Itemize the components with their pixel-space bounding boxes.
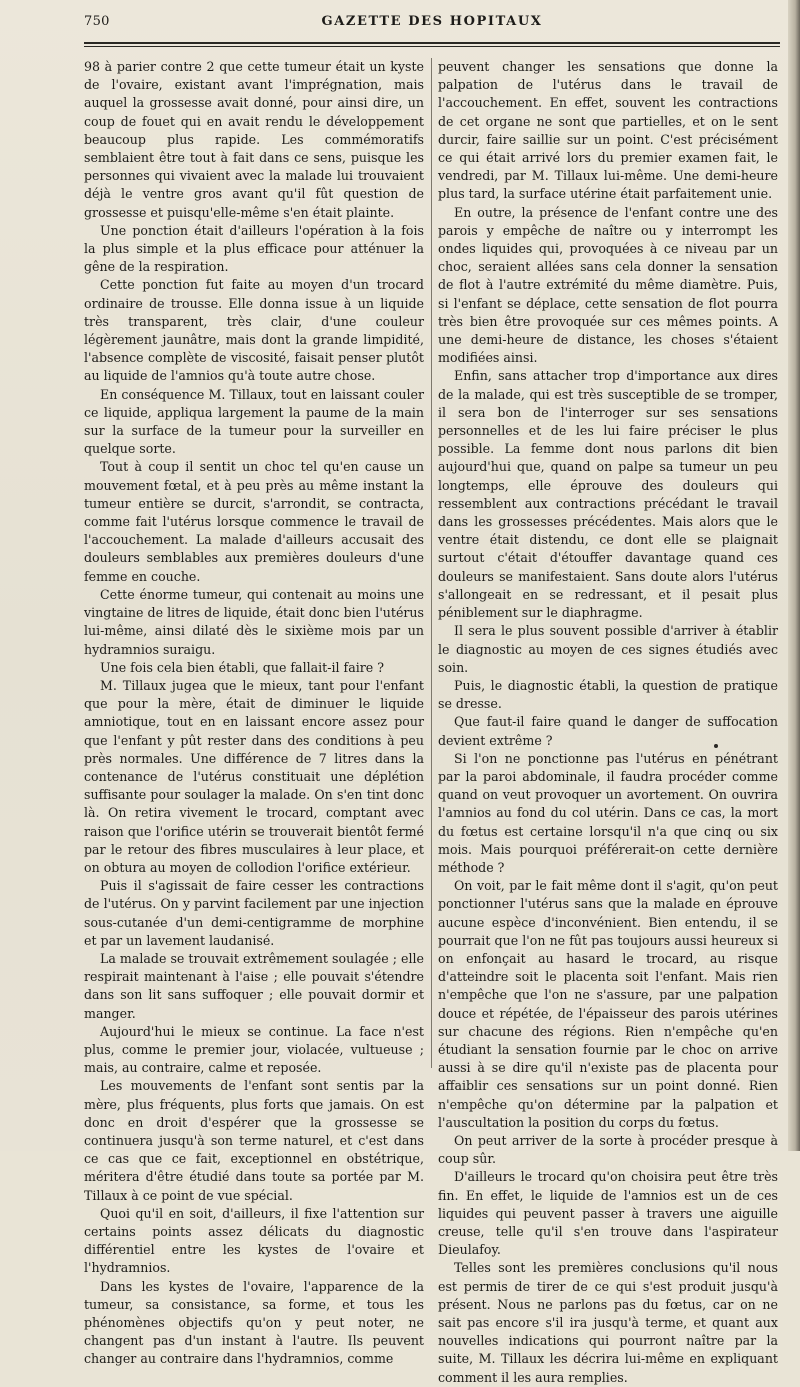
paragraph: Cette ponction fut faite au moyen d'un trocard ordinaire de trousse. Elle donna issue à un liquide très transparent, très clair, d'une couleur légèrement jaunâtre, mais dont la grande limpidité, l'absence complète de viscosité, faisait penser plutôt au liquide de l'amnios qu'à toute autre chose. — [84, 277, 424, 384]
paragraph: On voit, par le fait même dont il s'agit, qu'on peut ponctionner l'utérus sans que la malade en éprouve aucune espèce d'inconvénient. Bien entendu, il se pourrait que l'on ne fût pas toujours aussi heureux si on enfonçait au hasard le trocard, au risque d'atteindre soit le placenta soit l'enfant. Mais rien n'empêche que l'on ne s'assure, par une palpation douce et répétée, de l'épaisseur des parois utérines sur chacune des régions. Rien n'empêche qu'en étudiant la sensation fournie par le choc on arrive aussi à se dire qu'il n'existe pas de placenta pour affaiblir ces sensations sur un point donné. Rien n'empêche qu'on détermine par la palpation et l'auscultation la position du corps du fœtus. — [438, 878, 778, 1130]
ink-dot — [714, 744, 718, 748]
paragraph: Puis, le diagnostic établi, la question de pratique se dresse. — [438, 677, 778, 712]
paragraph: Aujourd'hui le mieux se continue. La face n'est plus, comme le premier jour, violacée, vultueuse ; mais, au contraire, calme et reposée. — [84, 1023, 424, 1076]
page-number: 750 — [84, 14, 110, 29]
paragraph: Puis il s'agissait de faire cesser les contractions de l'utérus. On y parvint facilement par une injection sous-cutanée d'un demi-centigramme de morphine et par un lavement laudanisé. — [84, 878, 424, 948]
left-column — [84, 58, 424, 1367]
paragraph: La malade se trouvait extrêmement soulagée ; elle respirait maintenant à l'aise ; elle pouvait s'étendre dans son lit sans suffoquer ; elle pouvait dormir et manger. — [84, 950, 424, 1021]
paragraph: Tout à coup il sentit un choc tel qu'en cause un mouvement fœtal, et à peu près au même instant la tumeur entière se durcit, s'arrondit, se contracta, comme fait l'utérus lorsque commence le travail de l'accouchement. La malade d'ailleurs accusait des douleurs semblables aux premières douleurs d'une femme en couche. — [84, 459, 424, 584]
paragraph: On peut arriver de la sorte à procéder presque à coup sûr. — [438, 1132, 778, 1167]
page-edge-shadow — [788, 0, 800, 1151]
paragraph: En conséquence M. Tillaux, tout en laissant couler ce liquide, appliqua largement la paume de la main sur la surface de la tumeur pour la surveiller en quelque sorte. — [84, 386, 424, 457]
paragraph: Une fois cela bien établi, que fallait-il faire ? — [100, 659, 384, 675]
header-rule-thin — [84, 46, 780, 47]
header-rule-thick — [84, 42, 780, 44]
paragraph: M. Tillaux jugea que le mieux, tant pour l'enfant que pour la mère, était de diminuer le liquide amniotique, tout en en laissant encore assez pour que l'enfant y pût rester dans des conditions à peu près normales. Une différence de 7 litres dans la contenance de l'utérus constituait une déplétion suffisante pour soulager la malade. On s'en tint donc là. On retira vivement le trocard, comptant avec raison que l'orifice utérin se trouverait bientôt fermé par le retour des fibres musculaires à leur place, et on obtura au moyen de collodion l'orifice extérieur. — [84, 677, 424, 875]
paragraph: Enfin, sans attacher trop d'importance aux dires de la malade, qui est très susceptible de se tromper, il sera bon de l'interroger sur ses sensations personnelles et de les lui faire préciser le plus possible. La femme dont nous parlons dit bien aujourd'hui que, quand on palpe sa tumeur un peu longtemps, elle éprouve des douleurs qui ressemblent aux contractions précédant le travail dans les grossesses précédentes. Mais alors que le ventre était distendu, ce dont elle se plaignait surtout c'était d'étouffer davantage quand ces douleurs se manifestaient. Sans doute alors l'utérus s'allongeait en se redressant, et il pesait plus péniblement sur le diaphragme. — [438, 368, 778, 621]
paragraph: Dans les kystes de l'ovaire, l'apparence de la tumeur, sa consistance, sa forme, et tous les phénomènes objectifs qu'on y peut noter, ne changent pas d'un instant à l'autre. Ils peuvent changer au contraire dans l'hydramnios, comme — [84, 1278, 424, 1367]
paragraph: peuvent changer les sensations que donne la palpation de l'utérus dans le travail de l'accouchement. En effet, souvent les contractions de cet organe ne sont que partielles, et on le sent durcir, faire saillie sur un point. C'est précisément ce qui était arrivé lors du premier examen fait, le vendredi, par M. Tillaux lui-même. Une demi-heure plus tard, la surface utérine était parfaitement unie. — [438, 59, 778, 202]
paragraph: D'ailleurs le trocard qu'on choisira peut être très fin. En effet, le liquide de l'amnios est un de ces liquides qui peuvent passer à travers une aiguille creuse, telle qu'il s'en trouve dans l'aspirateur Dieulafoy. — [438, 1169, 778, 1258]
column-divider — [431, 58, 432, 1068]
right-column — [438, 58, 778, 1385]
journal-title: GAZETTE DES HOPITAUX — [321, 14, 543, 29]
page-header — [84, 14, 780, 34]
paragraph: Une ponction était d'ailleurs l'opération à la fois la plus simple et la plus efficace pour atténuer la gêne de la respiration. — [84, 222, 424, 275]
paragraph: Si l'on ne ponctionne pas l'utérus en pénétrant par la paroi abdominale, il faudra procéder comme quand on veut provoquer un avortement. On ouvrira l'amnios au fond du col utérin. Dans ce cas, la mort du fœtus est certaine lorsqu'il n'a que cinq ou six mois. Mais pourquoi préférerait-on cette dernière méthode ? — [438, 750, 778, 875]
paragraph: Quoi qu'il en soit, d'ailleurs, il fixe l'attention sur certains points assez délicats du diagnostic différentiel entre les kystes de l'ovaire et l'hydramnios. — [84, 1205, 424, 1276]
paragraph: Telles sont les premières conclusions qu'il nous est permis de tirer de ce qui s'est produit jusqu'à présent. Nous ne parlons pas du fœtus, car on ne sait pas encore s'il ira jusqu'à terme, et quant aux nouvelles indications qui pourront naître par la suite, M. Tillaux les décrira lui-même en expliquant comment il les aura remplies. — [438, 1260, 778, 1385]
paragraph: Il sera le plus souvent possible d'arriver à établir le diagnostic au moyen de ces signes étudiés avec soin. — [438, 623, 778, 675]
paragraph: Les mouvements de l'enfant sont sentis par la mère, plus fréquents, plus forts que jamais. On est donc en droit d'espérer que la grossesse se continuera jusqu'à son terme naturel, et c'est dans ce cas que ce fait, exceptionnel en obstétrique, méritera d'être étudié dans toute sa portée par M. Tillaux à ce point de vue spécial. — [84, 1078, 424, 1203]
paragraph: Que faut-il faire quand le danger de suffocation devient extrême ? — [438, 714, 778, 748]
paragraph: Cette énorme tumeur, qui contenait au moins une vingtaine de litres de liquide, était donc bien l'utérus lui-même, ainsi dilaté dès le sixième mois par un hydramnios suraigu. — [84, 586, 424, 657]
paragraph: En outre, la présence de l'enfant contre une des parois y empêche de naître ou y interrompt les ondes liquides qui, provoquées à ce niveau par un choc, seraient allées sans cela donner la sensation de flot à l'autre extrémité du même diamètre. Puis, si l'enfant se déplace, cette sensation de flot pourra très bien être provoquée sur ces mêmes points. A une demi-heure de distance, les choses s'étaient modifiées ainsi. — [438, 204, 778, 366]
paragraph: 98 à parier contre 2 que cette tumeur était un kyste de l'ovaire, existant avant l'imprégnation, mais auquel la grossesse avait donné, pour ainsi dire, un coup de fouet qui en avait rendu le développement beaucoup plus rapide. Les commémoratifs semblaient être tout à fait dans ce sens, puisque les personnes qui vivaient avec la malade lui trouvaient déjà le ventre gros avant qu'il fût question de grossesse et puisqu'elle-même s'en était plainte. — [84, 59, 424, 220]
